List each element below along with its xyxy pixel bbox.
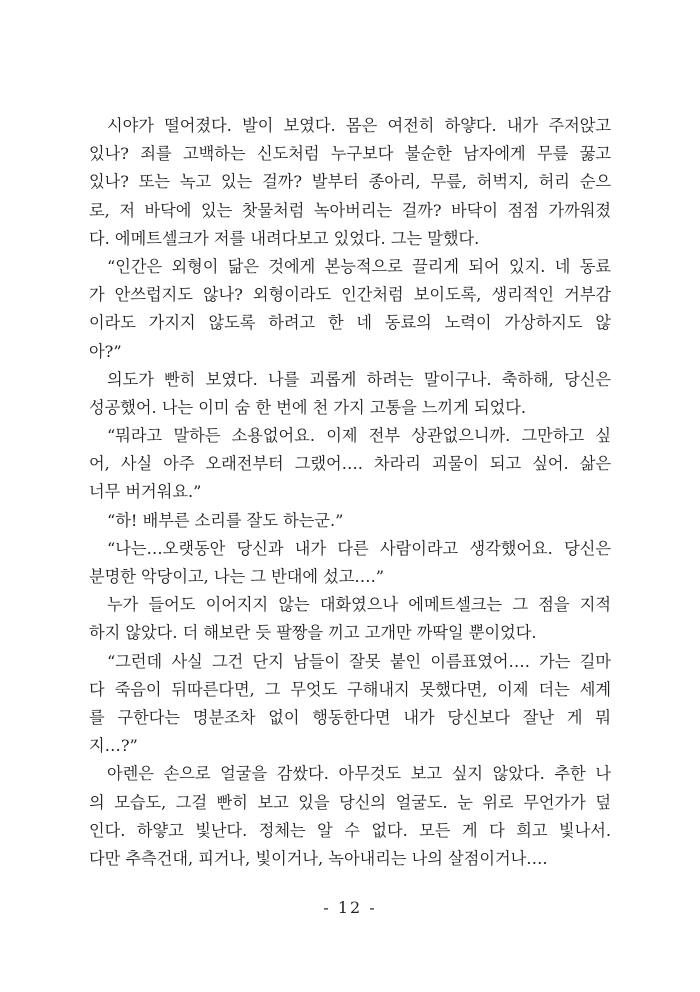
text-line: 성공했어. 나는 이미 숨 한 번에 천 가지 고통을 느끼게 되었다. — [89, 397, 527, 417]
text-line: 지…?” — [89, 736, 138, 756]
text-line: 로, 저 바닥에 있는 찻물처럼 녹아버리는 걸까? 바닥이 점점 가까워졌 — [89, 200, 611, 220]
text-line: 인다. 하얗고 빛난다. 정체는 알 수 없다. 모든 게 다 희고 빛나서. — [89, 820, 611, 840]
text-line: 이라도 가지지 않도록 하려고 한 네 동료의 노력이 가상하지도 않 — [89, 313, 611, 333]
text-line: “뭐라고 말하든 소용없어요. 이제 전부 상관없으니까. 그만하고 싶 — [107, 426, 611, 446]
text-line: 아렌은 손으로 얼굴을 감쌌다. 아무것도 보고 싶지 않았다. 추한 나 — [107, 764, 611, 784]
text-line: 다 죽음이 뒤따른다면, 그 무엇도 구해내지 못했다면, 이제 더는 세계 — [89, 679, 611, 699]
text-line: 의 모습도, 그걸 빤히 보고 있을 당신의 얼굴도. 눈 위로 무언가가 덮 — [89, 792, 611, 812]
text-line: 다만 추측건대, 피거나, 빛이거나, 녹아내리는 나의 살점이거나…. — [89, 848, 548, 868]
body-text — [89, 112, 611, 873]
text-line: 너무 버거워요.” — [89, 482, 202, 502]
text-line: 있나? 또는 녹고 있는 걸까? 발부터 종아리, 무릎, 허벅지, 허리 순으 — [89, 172, 611, 192]
text-line: 어, 사실 아주 오래전부터 그랬어…. 차라리 괴물이 되고 싶어. 삶은 — [89, 454, 611, 474]
text-line: “그런데 사실 그건 단지 남들이 잘못 붙인 이름표였어…. 가는 길마 — [107, 651, 611, 671]
text-line: 있나? 죄를 고백하는 신도처럼 누구보다 불순한 남자에게 무릎 꿇고 — [89, 144, 611, 164]
text-line: 다. 에메트셀크가 저를 내려다보고 있었다. 그는 말했다. — [89, 228, 480, 248]
text-line: “나는…오랫동안 당신과 내가 다른 사람이라고 생각했어요. 당신은 — [107, 538, 611, 558]
text-line: “인간은 외형이 닮은 것에게 본능적으로 끌리게 되어 있지. 네 동료 — [107, 256, 611, 276]
text-line: 누가 들어도 이어지지 않는 대화였으나 에메트셀크는 그 점을 지적 — [107, 595, 611, 615]
text-line: 를 구한다는 명분조차 없이 행동한다면 내가 당신보다 잘난 게 뭐 — [89, 707, 611, 727]
text-line: 가 안쓰럽지도 않나? 외형이라도 인간처럼 보이도록, 생리적인 거부감 — [89, 285, 611, 305]
text-line: 아?” — [89, 341, 122, 361]
text-line: 분명한 악당이고, 나는 그 반대에 섰고….” — [89, 567, 385, 586]
text-line: 의도가 빤히 보였다. 나를 괴롭게 하려는 말이구나. 축하해, 당신은 — [107, 369, 611, 389]
page-number: - 12 - — [323, 898, 377, 917]
text-line: 하지 않았다. 더 해보란 듯 팔짱을 끼고 고개만 까딱일 뿐이었다. — [89, 623, 537, 643]
text-line: 시야가 떨어졌다. 발이 보였다. 몸은 여전히 하얗다. 내가 주저앉고 — [107, 116, 611, 135]
text-line: “하! 배부른 소리를 잘도 하는군.” — [107, 510, 344, 530]
